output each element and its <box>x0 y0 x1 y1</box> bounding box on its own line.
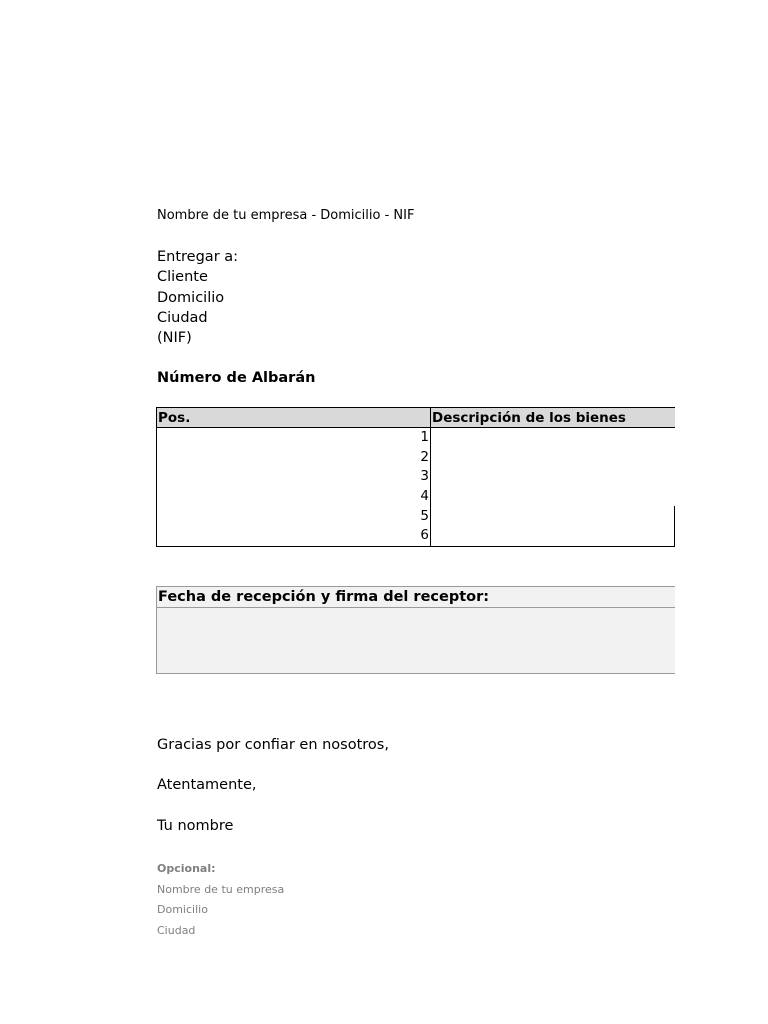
receipt-signature-label: Fecha de recepción y firma del receptor: <box>157 587 675 608</box>
recipient-client: Cliente <box>157 269 208 286</box>
recipient-tax-id: (NIF) <box>157 330 192 347</box>
optional-company-name: Nombre de tu empresa <box>157 882 285 896</box>
items-table <box>156 407 675 547</box>
recipient-intro: Entregar a: <box>157 249 239 265</box>
column-header-description: Descripción de los bienes <box>431 408 675 428</box>
table-row <box>157 428 675 448</box>
delivery-note-number: Número de Albarán <box>157 370 316 386</box>
table-row <box>157 526 675 546</box>
row-position: 5 <box>157 506 431 526</box>
column-header-position: Pos. <box>157 408 431 428</box>
row-position: 1 <box>157 428 431 448</box>
row-position: 2 <box>157 448 431 468</box>
optional-address: Domicilio <box>157 903 208 916</box>
optional-title: Opcional: <box>157 862 216 875</box>
row-description[interactable] <box>431 428 675 448</box>
row-description[interactable] <box>431 526 675 546</box>
row-position: 4 <box>157 487 431 507</box>
closing-thanks: Gracias por confiar en nosotros, <box>157 737 389 753</box>
row-description[interactable] <box>431 448 675 468</box>
closing-regards: Atentamente, <box>157 777 257 793</box>
row-description[interactable] <box>431 467 675 487</box>
closing-signer-name: Tu nombre <box>157 818 234 834</box>
recipient-address-block <box>157 247 238 348</box>
table-row <box>157 448 675 468</box>
sender-info-line: Nombre de tu empresa - Domicilio - NIF <box>157 208 415 223</box>
items-table-header-row <box>157 408 675 428</box>
table-row <box>157 506 675 526</box>
optional-info-block <box>157 859 284 941</box>
table-row <box>157 467 675 487</box>
row-position: 3 <box>157 467 431 487</box>
row-description[interactable] <box>431 506 675 526</box>
row-description[interactable] <box>431 487 675 507</box>
recipient-address: Domicilio <box>157 289 225 306</box>
optional-city: Ciudad <box>157 923 196 937</box>
receipt-signature-box <box>156 586 675 674</box>
table-row <box>157 487 675 507</box>
recipient-city: Ciudad <box>157 309 208 326</box>
row-position: 6 <box>157 526 431 546</box>
